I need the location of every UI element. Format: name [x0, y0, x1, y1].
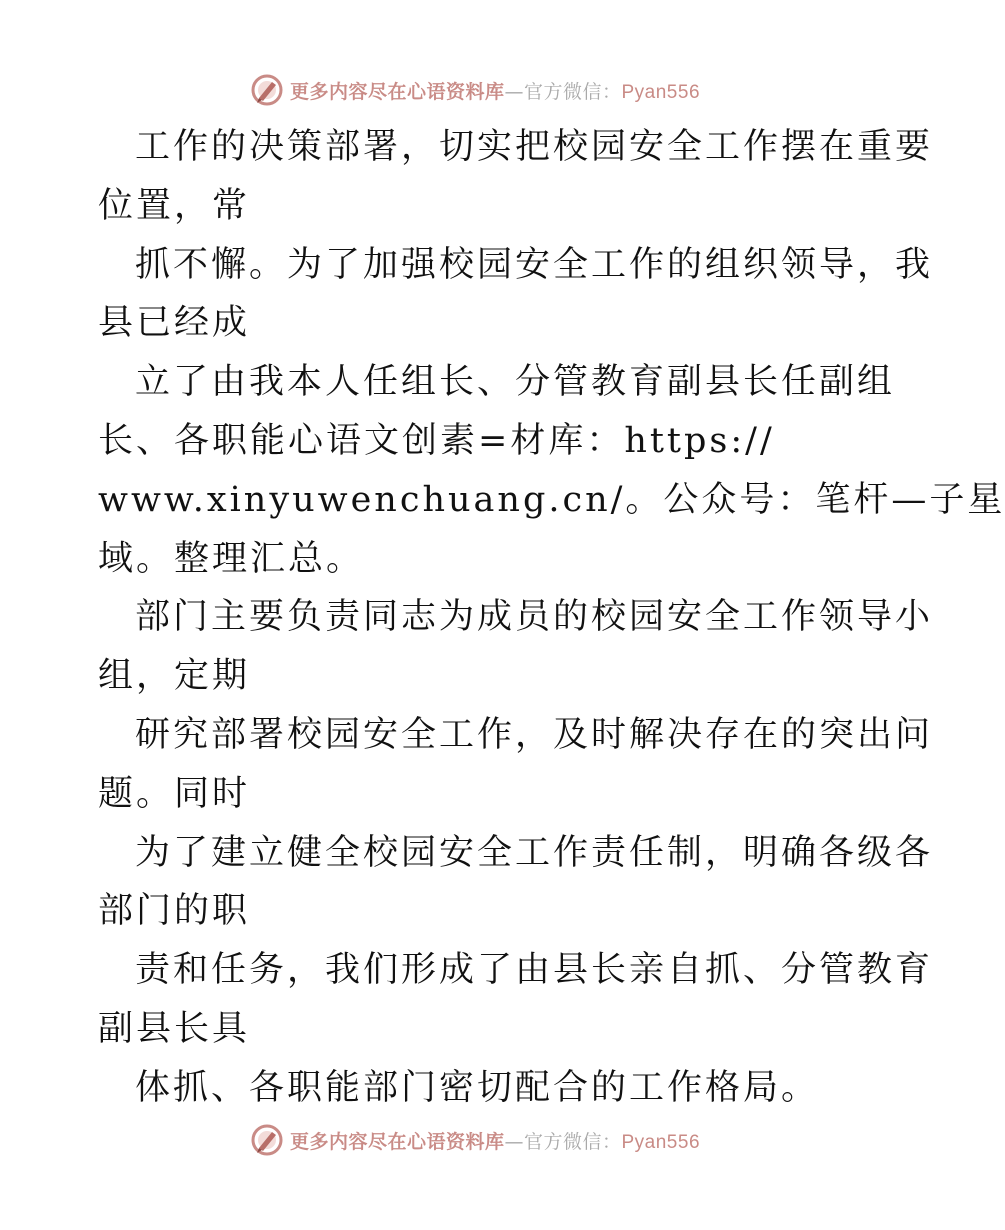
- body-text-line: 县已经成: [98, 303, 251, 344]
- body-text-line: 部门主要负责同志为成员的校园安全工作领导小: [135, 597, 934, 638]
- watermark-separator: —: [504, 80, 524, 103]
- body-text-line: 长、各职能心语文创素=材库：https://: [98, 420, 775, 461]
- body-text-line: 组，定期: [98, 656, 251, 697]
- body-text-line: 研究部署校园安全工作，及时解决存在的突出问: [135, 714, 934, 755]
- watermark-label: 官方微信：: [523, 1130, 622, 1153]
- body-text-line: 题。同时: [98, 773, 251, 814]
- watermark-text: [290, 1127, 700, 1154]
- body-text-line: 立了由我本人任组长、分管教育副县长任副组: [135, 362, 896, 403]
- body-text-line: www.xinyuwenchuang.cn/。公众号：笔杆—子星: [98, 479, 1005, 520]
- body-text-line: 责和任务，我们形成了由县长亲自抓、分管教育: [135, 950, 934, 991]
- watermark-text: [290, 77, 700, 104]
- pen-circle-logo-icon: [250, 73, 284, 107]
- body-text-line: 位置，常: [98, 185, 251, 226]
- pen-circle-logo-icon: [250, 1123, 284, 1157]
- body-text-line: 工作的决策部署，切实把校园安全工作摆在重要: [135, 127, 934, 167]
- watermark-main: 更多内容尽在心语资料库: [289, 1130, 505, 1153]
- body-text-line: 部门的职: [98, 891, 251, 932]
- body-text-line: 抓不懈。为了加强校园安全工作的组织领导，我: [135, 244, 934, 285]
- watermark-separator: —: [504, 1130, 524, 1153]
- body-text-line: 域。整理汇总。: [98, 538, 365, 579]
- footer-watermark: [0, 1120, 950, 1160]
- body-text-line: 体抓、各职能部门密切配合的工作格局。: [135, 1067, 820, 1108]
- header-watermark: [0, 70, 950, 110]
- watermark-label: 官方微信：: [523, 80, 622, 103]
- watermark-main: 更多内容尽在心语资料库: [289, 80, 505, 103]
- body-text-line: 为了建立健全校园安全工作责任制，明确各级各: [135, 832, 934, 873]
- watermark-wechat-id: Pyan556: [621, 1131, 701, 1153]
- document-body: [98, 118, 1005, 1118]
- body-text-line: 副县长具: [98, 1008, 251, 1049]
- watermark-wechat-id: Pyan556: [621, 81, 701, 103]
